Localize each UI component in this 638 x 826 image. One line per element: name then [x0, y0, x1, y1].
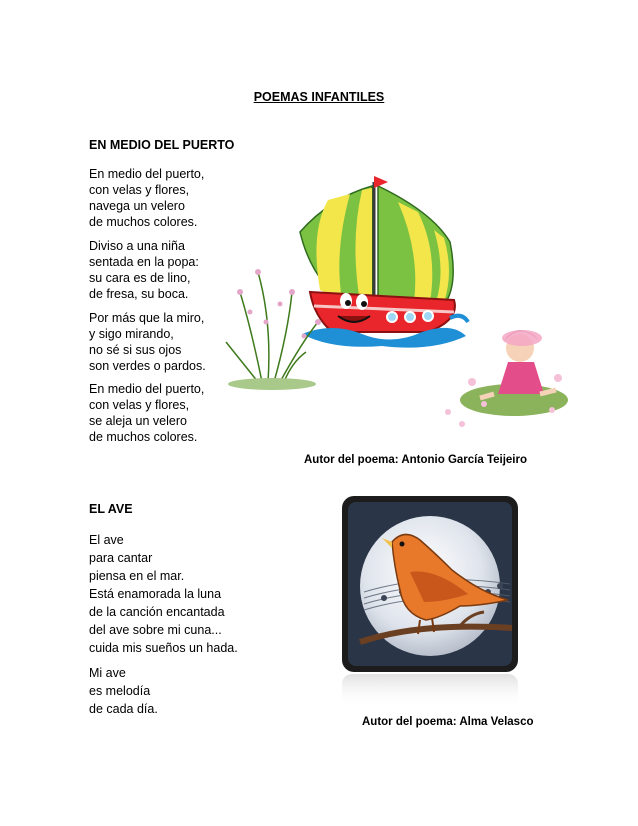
poem1-author: Autor del poema: Antonio García Teijeiro	[304, 454, 527, 466]
poem-line: y sigo mirando,	[89, 327, 174, 341]
poem1-stanza-3	[89, 310, 206, 374]
poem1-stanza-1	[89, 166, 204, 230]
poem1-stanza-4	[89, 381, 204, 445]
poem1-stanza-2	[89, 238, 199, 302]
bird-moon-illustration	[340, 494, 520, 710]
poem-line: para cantar	[89, 551, 153, 565]
poem-line: En medio del puerto,	[89, 382, 205, 396]
poem-line: En medio del puerto,	[89, 167, 205, 181]
poem2-author: Autor del poema: Alma Velasco	[362, 716, 534, 728]
poem2-stanza-1	[89, 531, 238, 657]
poem-line: Diviso a una niña	[89, 239, 185, 253]
page-title: POEMAS INFANTILES	[253, 90, 385, 104]
poem-line: de muchos colores.	[89, 215, 198, 229]
sailboat-girl-illustration	[222, 172, 568, 437]
poem-line: de muchos colores.	[89, 430, 198, 444]
poem2-heading: EL AVE	[89, 502, 133, 516]
poem-line: de cada día.	[89, 702, 158, 716]
poem-line: del ave sobre mi cuna...	[89, 623, 222, 637]
poem-line: sentada en la popa:	[89, 255, 199, 269]
poem-line: cuida mis sueños un hada.	[89, 641, 238, 655]
poem-line: El ave	[89, 533, 124, 547]
poem-line: con velas y flores,	[89, 398, 190, 412]
poem-line: Por más que la miro,	[89, 311, 205, 325]
poem-line: se aleja un velero	[89, 414, 187, 428]
poem2-stanza-2	[89, 664, 158, 718]
poem-line: navega un velero	[89, 199, 185, 213]
poem-line: piensa en el mar.	[89, 569, 185, 583]
poem-line: de la canción encantada	[89, 605, 225, 619]
poem1-heading: EN MEDIO DEL PUERTO	[89, 138, 235, 152]
poem-line: Está enamorada la luna	[89, 587, 222, 601]
poem-line: no sé si sus ojos	[89, 343, 182, 357]
poem-line: es melodía	[89, 684, 151, 698]
poem-line: son verdes o pardos.	[89, 359, 206, 373]
poem-line: Mi ave	[89, 666, 126, 680]
poem-line: su cara es de lino,	[89, 271, 191, 285]
poem-line: con velas y flores,	[89, 183, 190, 197]
poem-line: de fresa, su boca.	[89, 287, 189, 301]
